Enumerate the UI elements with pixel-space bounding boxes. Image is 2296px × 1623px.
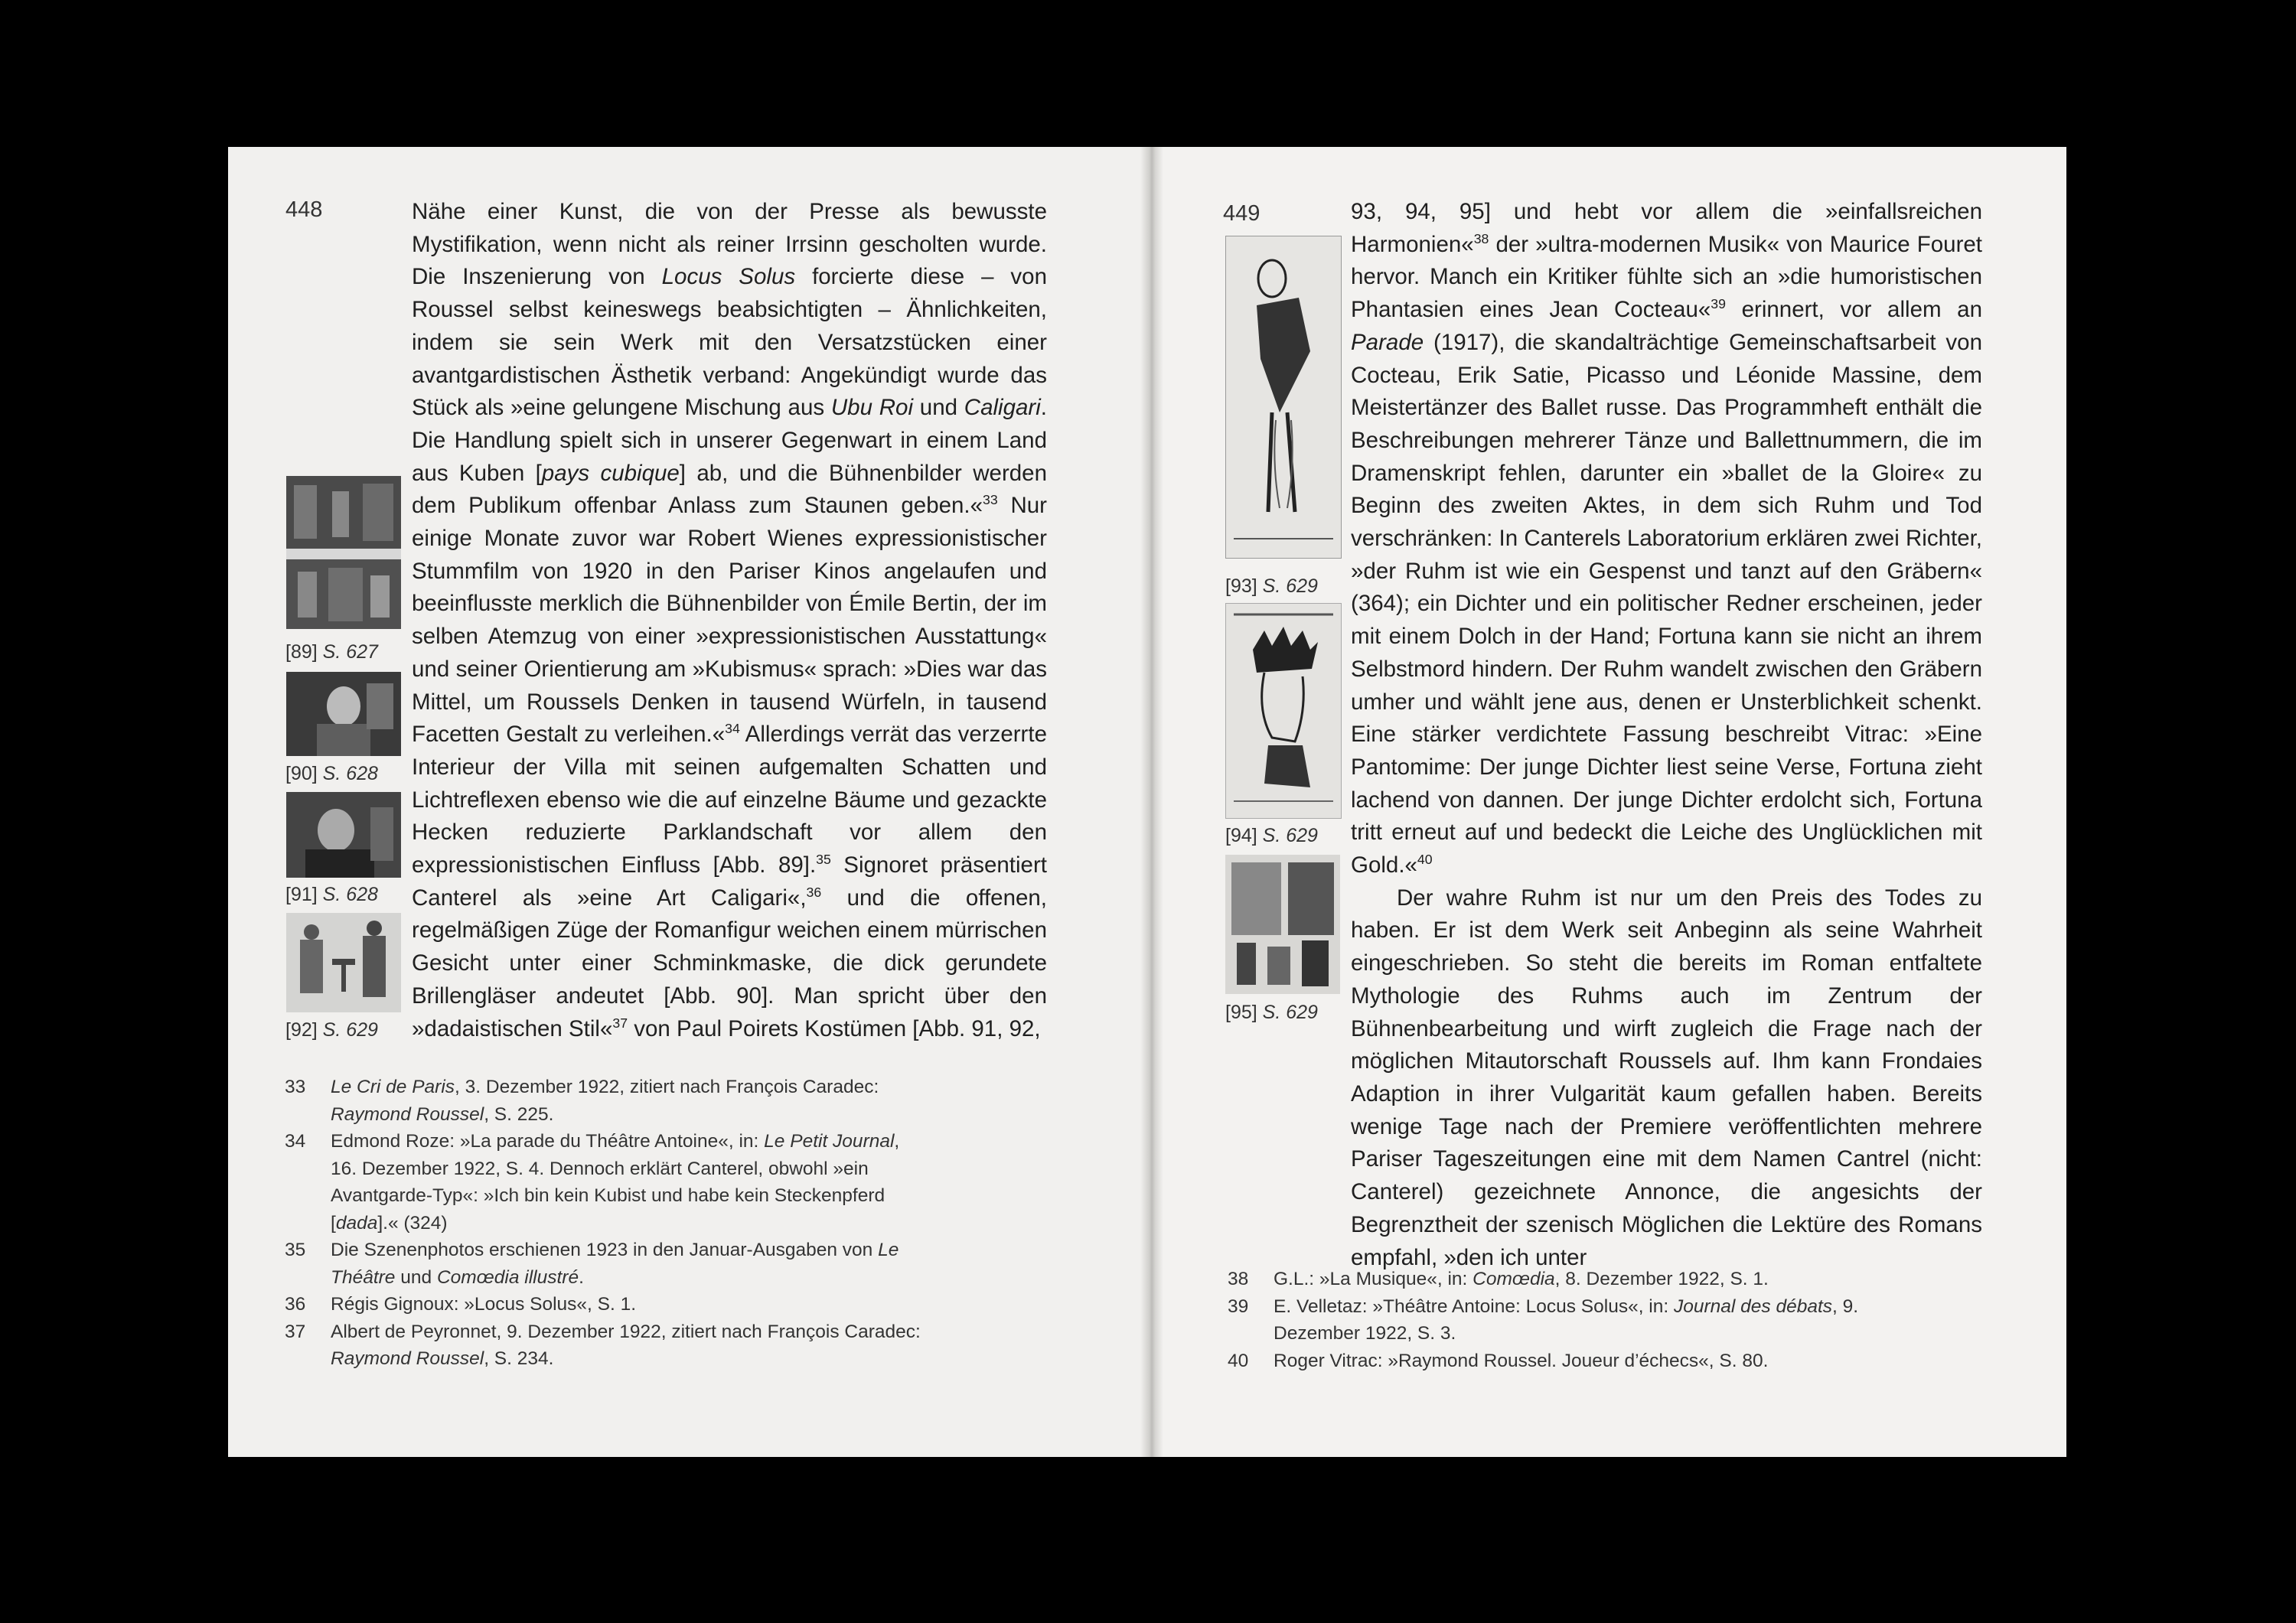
footnote <box>1228 1348 1870 1375</box>
body-text-left: Nähe einer Kunst, die von der Presse als bewusste Mystifikation, wenn nicht als reiner Irrsinn gescholten wurde. Die Inszenierung von Locus Solus forcierte diese – von Roussel selbst keineswegs beabsichtigten – Ähnlichkeiten, indem sie sein Werk mit den Versatzstücken einer avantgardistischen Ästhetik verband: Angekündigt wurde das Stück als »eine gelungene Mischung aus Ubu Roi und Caligari. Die Handlung spielt sich in unserer Gegenwart in einem Land aus Kuben [pays cubique] ab, und die Bühnenbilder werden dem Publikum offenbar Anlass zum Staunen geben.«$^{33}$ Nur einige Monate zuvor war Robert Wienes expressionistischer Stummfilm von 1920 in den Pariser Kinos angelaufen und beeinflusste merklich die Bühnenbilder von Émile Bertin, der im selben Atemzug von einer »expressionistischen Ausstattung« und seiner Orientierung am »Kubismus« sprach: »Dies war das Mittel, um Roussels Denken in tausend Würfeln, in tausend Facetten Gestalt zu verleihen.«$^{34}$ Allerdings verrät das verzerrte Interieur der Villa mit seinen aufgemalten Schatten und Lichtreflexen ebenso wie die auf einzelne Bäume und gezackte Hecken reduzierte Parklandschaft vor allem den expressionistischen Einfluss [Abb. 89].$^{35}$ Signoret präsentiert Canterel als »eine Art Caligari«,$^{36}$ und die offenen, regelmäßigen Züge der Romanfigur weichen einem mürrischen Gesicht unter einer Schminkmaske, die dick gerundete Brillengläser andeutet [Abb. 90]. Man spricht über den »dadaistischen Stil«$^{37}$ von Paul Poirets Kostümen [Abb. 91, 92, <box>412 199 1048 1041</box>
stage-photo-91 <box>286 792 401 878</box>
footnote <box>1228 1293 1870 1348</box>
footnote-number: 40 <box>1228 1350 1249 1371</box>
footnote <box>285 1237 928 1291</box>
figure-90-image <box>286 672 401 756</box>
stage-photo-89 <box>286 476 401 629</box>
figure-95-caption: [95] S. 629 <box>1225 1002 1318 1023</box>
footnote-number: 39 <box>1228 1295 1249 1317</box>
footnote <box>285 1128 928 1237</box>
body-text-right: 93, 94, 95] und hebt vor allem die »einfallsreichen Harmonien«$^{38}$ der »ultra-modernen Musik« von Maurice Fouret hervor. Manch ein Kritiker fühlte sich an »die humoristischen Phantasien eines Jean Cocteau«$^{39}$ erinnert, vor allem an Parade (1917), die skandalträchtige Gemeinschaftsarbeit von Cocteau, Erik Satie, Picasso und Léonide Massine, dem Meistertänzer des Ballet russe. Das Programmheft enthält die Beschreibungen mehrerer Tänze und Ballettnummern, die im Dramenskript fehlen, darunter ein »ballet de la Gloire« zu Beginn des zweiten Aktes, in dem sich Ruhm und Tod verschränken: In Canterels Laboratorium erklären zwei Richter, »der Ruhm ist wie ein Gespenst und tanzt auf den Gräbern« (364); ein Dichter und ein politischer Redner erscheinen, jeder mit einem Dolch in der Hand; Fortuna kann sie nicht an ihrem Selbstmord hindern. Der Ruhm wandelt zwischen den Gräbern umher und wählt jene aus, denen er Unsterblichkeit schenkt. Eine stärker verdichtete Fassung beschreibt Vitrac: »Eine Pantomime: Der junge Dichter liest seine Verse, Fortuna zieht lachend von dannen. Der junge Dichter erdolcht sich, Fortuna tritt erneut auf und bedeckt die Leiche des Unglücklichen mit Gold.«$^{40}$ Der wahre Ruhm ist nur um den Preis des Todes zu haben. Er ist dem Werk seit Anbeginn als seine Wahrheit eingeschrieben. So steht die bereits im Roman entfaltete Mythologie des Ruhms auch im Zentrum der Bühnenbearbeitung und wirft zugleich die Frage nach der möglichen Mitautorschaft Roussels auf. Ihm kann Frondaies Adaption in ihrer Vulgarität kaum gefallen haben. Bereits wenige Tage nach der Premiere veröffentlichten mehrere Pariser Tageszeitungen eine mit dem Namen Cantrel (nicht: Canterel) gezeichnete Annonce, die angesichts der Begrenztheit der szenisch Möglichen die Lektüre des Romans empfahl, »den ich unter <box>1351 199 1982 1270</box>
figure-94-image <box>1225 603 1342 819</box>
stage-photo-90 <box>286 672 401 756</box>
footnote-number: 37 <box>285 1321 306 1342</box>
footnote-text: G.L.: »La Musique«, in: Comœdia, 8. Dezember 1922, S. 1. <box>1274 1269 1769 1289</box>
footnote-text: Régis Gignoux: »Locus Solus«, S. 1. <box>331 1294 637 1315</box>
costume-illustration-92 <box>286 913 401 1012</box>
footnote-text: Die Szenenphotos erschienen 1923 in den Januar-Ausgaben von Le Théâtre und Comœdia illustré. <box>331 1240 899 1288</box>
footnote <box>285 1074 928 1128</box>
footnote-text: Roger Vitrac: »Raymond Roussel. Joueur d’échecs«, S. 80. <box>1274 1350 1769 1371</box>
footnote-text: E. Velletaz: »Théâtre Antoine: Locus Solus«, in: Journal des débats, 9. Dezember 1922, S. 3. <box>1274 1295 1859 1344</box>
figure-93-image <box>1225 236 1342 559</box>
footnotes-left <box>285 1074 928 1373</box>
footnote-text: Edmond Roze: »La parade du Théâtre Antoine«, in: Le Petit Journal, 16. Dezember 1922, S. 4. Dennoch erklärt Canterel, obwohl »ein Avantgarde-Typ«: »Ich bin kein Kubist und habe kein Steckenpferd [dada].« (324) <box>331 1131 900 1234</box>
page-number-right: 449 <box>1223 201 1261 226</box>
caricature-93 <box>1226 236 1341 558</box>
figure-95-image <box>1225 855 1340 994</box>
book-gutter <box>1140 147 1163 1457</box>
caricature-94 <box>1226 604 1341 818</box>
footnote-number: 36 <box>285 1294 306 1315</box>
figure-90-caption: [90] S. 628 <box>285 763 378 784</box>
footnotes-right <box>1228 1266 1870 1374</box>
footnote <box>285 1318 928 1373</box>
figure-91-caption: [91] S. 628 <box>285 884 378 905</box>
footnote-number: 35 <box>285 1240 306 1260</box>
program-page-95 <box>1225 855 1340 994</box>
footnote <box>285 1291 928 1318</box>
figure-92-caption: [92] S. 629 <box>285 1019 378 1041</box>
figure-89-image <box>286 476 401 629</box>
figure-91-image <box>286 792 401 878</box>
figure-93-caption: [93] S. 629 <box>1225 575 1318 597</box>
footnote-text: Le Cri de Paris, 3. Dezember 1922, zitiert nach François Caradec: Raymond Roussel, S. 225. <box>331 1077 879 1125</box>
page-number-left: 448 <box>285 197 323 222</box>
footnote-number: 34 <box>285 1131 306 1152</box>
footnote-text: Albert de Peyronnet, 9. Dezember 1922, zitiert nach François Caradec: Raymond Roussel, S. 234. <box>331 1321 921 1369</box>
footnote-number: 38 <box>1228 1269 1249 1289</box>
footnote-number: 33 <box>285 1077 306 1097</box>
footnote <box>1228 1266 1870 1293</box>
figure-92-image <box>286 913 401 1012</box>
figure-94-caption: [94] S. 629 <box>1225 825 1318 846</box>
figure-89-caption: [89] S. 627 <box>285 641 378 663</box>
